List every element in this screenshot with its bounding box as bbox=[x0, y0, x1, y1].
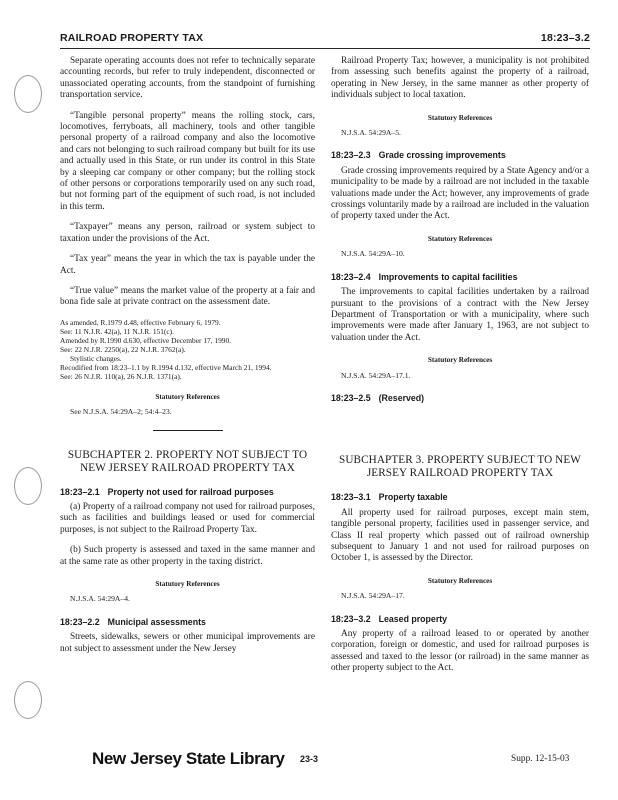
subchapter-2-line1: SUBCHAPTER 2. PROPERTY NOT SUBJECT TO bbox=[67, 448, 308, 461]
history-line: Recodified from 18:23–1.1 by R.1994 d.132, effective March 21, 1994. bbox=[60, 362, 272, 372]
section-heading-3-1 bbox=[331, 492, 589, 503]
section-2-3-paragraph: Grade crossing improvements required by a State Agency and/or a municipality to be made by a railroad are not included in the taxable valuations made under the Act; however, any improvements of grade crossings voluntarily made by a railroad are included in the valuation of property taxed under the Act. bbox=[331, 165, 589, 222]
section-divider bbox=[153, 430, 223, 431]
section-number: 18:23–2.3 bbox=[331, 150, 371, 161]
section-heading-2-4 bbox=[331, 272, 589, 283]
left-column bbox=[60, 56, 315, 664]
history-line: As amended, R.1979 d.48, effective February 6, 1979. bbox=[60, 317, 221, 327]
history-line: See: 22 N.J.R. 2250(a), 22 N.J.R. 3762(a). bbox=[60, 344, 186, 354]
definition-taxpayer: “Taxpayer” means any person, railroad or system subject to taxation under the provisions of the Act. bbox=[60, 222, 315, 244]
definition-separate-accounts: Separate operating accounts does not refer to technically separate accounting records, but refer to truly independent, disconnected or unassociated operating accounts, from the standpoint of furnishing transportation service. bbox=[60, 56, 315, 101]
definition-true-value: “True value” means the market value of the property at a fair and bona fide sale at private contract on the assessment date. bbox=[60, 285, 315, 308]
section-title: Leased property bbox=[378, 613, 448, 624]
statutory-references-heading: Statutory References bbox=[427, 356, 493, 365]
statutory-references-body: N.J.S.A. 54:29A–5. bbox=[341, 128, 401, 138]
section-title: Municipal assessments bbox=[107, 616, 206, 627]
section-title: Grade crossing improvements bbox=[378, 150, 506, 161]
section-number: 18:23–2.2 bbox=[60, 616, 100, 627]
section-title: Property not used for railroad purposes bbox=[107, 486, 274, 497]
section-title: Improvements to capital facilities bbox=[378, 271, 518, 282]
section-heading-2-1 bbox=[60, 487, 315, 498]
statutory-references-body: N.J.S.A. 54:29A–17. bbox=[341, 591, 405, 601]
subchapter-3-line2: JERSEY RAILROAD PROPERTY TAX bbox=[366, 467, 554, 480]
page-number: 23-3 bbox=[300, 754, 319, 764]
statutory-references-heading: Statutory References bbox=[427, 234, 493, 243]
section-2-4-paragraph: The improvements to capital facilities undertaken by a railroad pursuant to the provisions of a contract with the New Jersey Department of Transportation or with a municipality, where such improvements were made after January 1, 1963, are not subject to valuation under the Act. bbox=[331, 287, 589, 343]
section-number: 18:23–2.4 bbox=[331, 271, 371, 282]
section-2-1-paragraph-b: (b) Such property is assessed and taxed in the same manner and at the same rate as other property in the taxing district. bbox=[60, 545, 315, 567]
subchapter-3-line1: SUBCHAPTER 3. PROPERTY SUBJECT TO NEW bbox=[339, 454, 581, 467]
statutory-references-heading: Statutory References bbox=[427, 576, 493, 585]
history-line: See: 26 N.J.R. 110(a), 26 N.J.R. 1371(a). bbox=[60, 371, 182, 381]
section-number: 18:23–3.2 bbox=[331, 613, 371, 624]
section-3-2-paragraph: Any property of a railroad leased to or operated by another corporation, foreign or domestic, and used for railroad purposes is assessed and taxed to the lessor (or railroad) in the same manner as other property subject to the Act. bbox=[331, 629, 589, 674]
statutory-references-body: N.J.S.A. 54:29A–4. bbox=[70, 594, 130, 604]
statutory-references-heading: Statutory References bbox=[427, 113, 493, 122]
section-number: 18:23–3.1 bbox=[331, 492, 371, 503]
history-line: Amended by R.1990 d.630, effective December 17, 1990. bbox=[60, 335, 232, 345]
section-heading-2-5 bbox=[331, 393, 589, 404]
punch-hole-top bbox=[14, 75, 42, 113]
section-number: 18:23–2.5 bbox=[331, 392, 371, 403]
section-2-1-paragraph-a: (a) Property of a railroad company not used for railroad purposes, such as facilities and buildings leased or used for commercial purposes, is not subject to the Railroad Property Tax. bbox=[60, 501, 315, 535]
library-stamp-logo: New Jersey State Library bbox=[92, 749, 285, 768]
section-title: (Reserved) bbox=[378, 392, 425, 403]
column-spacer bbox=[331, 408, 589, 454]
section-heading-2-2 bbox=[60, 617, 315, 628]
amendment-history bbox=[60, 318, 315, 381]
statutory-references-body: See N.J.S.A. 54:29A–2; 54:4–23. bbox=[70, 407, 172, 417]
section-number: 18:23–2.1 bbox=[60, 486, 100, 497]
running-header bbox=[60, 30, 590, 49]
section-3-1-paragraph: All property used for railroad purposes, except main stem, tangible personal property, facilities used in passenger service, and Class II real property which passed out of railroad ownership subsequent to January 1 and not used for railroad purposes on October 1, is assessed by the Director. bbox=[331, 507, 589, 564]
history-line: See: 11 N.J.R. 42(a), 11 N.J.R. 151(c). bbox=[60, 326, 174, 336]
right-column bbox=[331, 56, 589, 684]
section-2-2-continuation: Railroad Property Tax; however, a municipality is not prohibited from assessing such benefits against the property of a railroad, operating in New Jersey, in the same manner as other property of individuals subject to local taxation. bbox=[331, 56, 589, 101]
section-title: Property taxable bbox=[378, 492, 448, 503]
section-2-2-paragraph: Streets, sidewalks, sewers or other municipal improvements are not subject to assessment under the New Jersey bbox=[60, 632, 315, 654]
definition-tangible-personal-property: “Tangible personal property” means the rolling stock, cars, locomotives, ferryboats, all machinery, tools and other tangible personal property of a railroad company and also the locomotive and cars not belonging to such railroad company but built for its use and actually used in this State, or run under its control in this State by a sleeping car company or other company; but the rolling stock of other persons or corporations temporarily used on any such road, but not forming part of the equipment of such road, is not included in this term. bbox=[60, 110, 315, 212]
header-section-number: 18:23–3.2 bbox=[540, 32, 590, 44]
punch-hole-bottom bbox=[14, 681, 42, 719]
supplement-date: Supp. 12-15-03 bbox=[511, 754, 570, 764]
section-heading-2-3 bbox=[331, 150, 589, 161]
statutory-references-body: N.J.S.A. 54:29A–10. bbox=[341, 249, 405, 259]
punch-hole-middle bbox=[14, 467, 42, 505]
statutory-references-heading: Statutory References bbox=[155, 392, 220, 401]
subchapter-2-heading bbox=[60, 449, 315, 475]
subchapter-3-heading bbox=[331, 454, 589, 480]
subchapter-2-line2: NEW JERSEY RAILROAD PROPERTY TAX bbox=[80, 461, 295, 474]
statutory-references-body: N.J.S.A. 54:29A–17.1. bbox=[341, 370, 411, 380]
statutory-references-heading: Statutory References bbox=[155, 579, 220, 588]
history-line: Stylistic changes. bbox=[70, 353, 122, 363]
header-title: RAILROAD PROPERTY TAX bbox=[60, 32, 204, 44]
definition-tax-year: “Tax year” means the year in which the tax is payable under the Act. bbox=[60, 254, 315, 276]
section-heading-3-2 bbox=[331, 614, 589, 625]
